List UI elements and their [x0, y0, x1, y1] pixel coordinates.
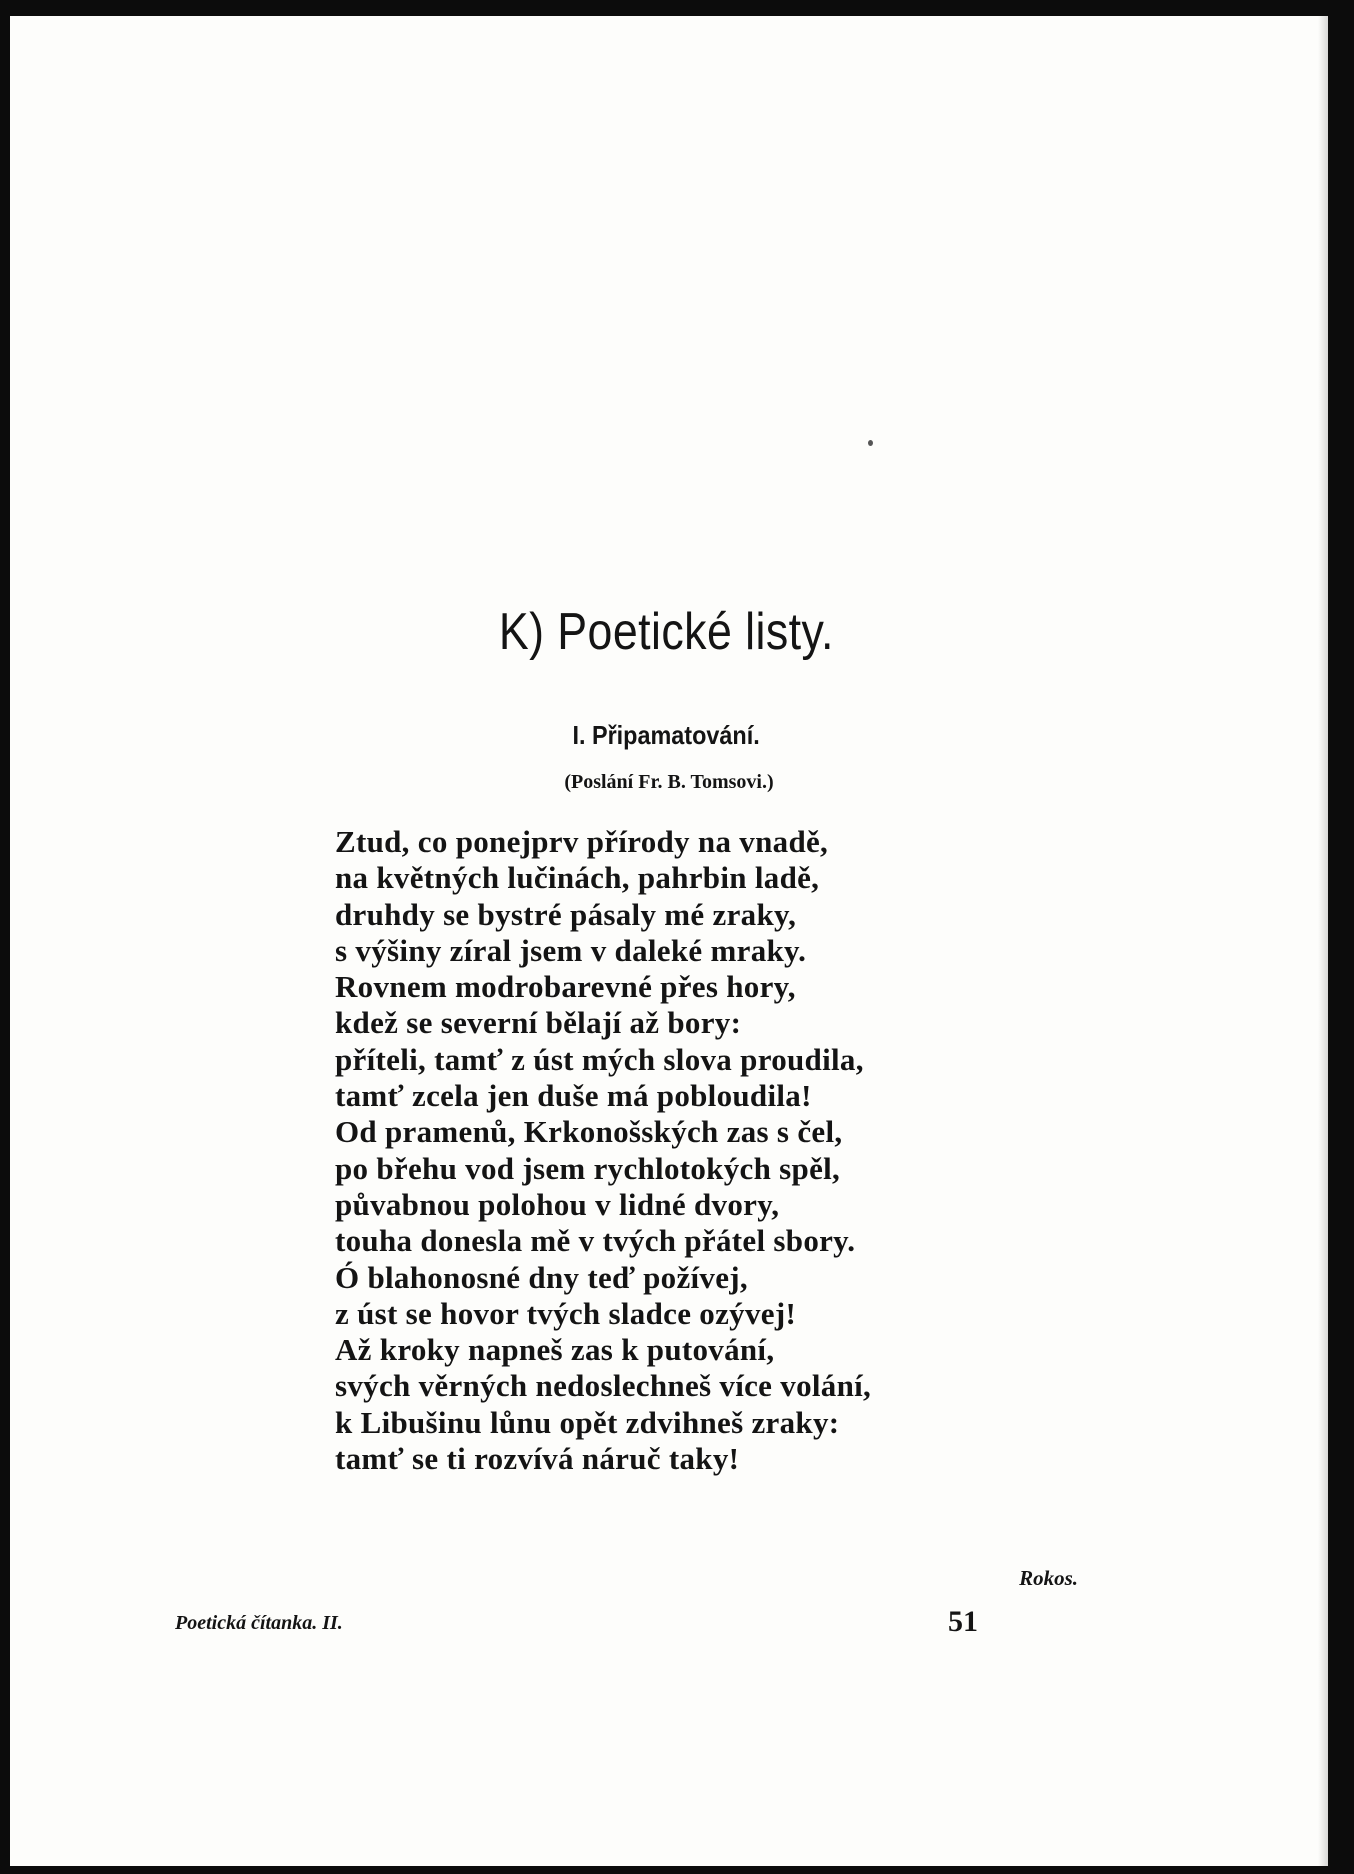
poem-line: svých věrných nedoslechneš více volání,: [335, 1368, 872, 1404]
poem-line: Až kroky napneš zas k putování,: [335, 1332, 775, 1368]
poem-line: po břehu vod jsem rychlotokých spěl,: [335, 1150, 841, 1186]
section-title: K) Poetické listy.: [498, 603, 834, 661]
poem-line: kdež se severní bělají až bory:: [335, 1005, 742, 1041]
poem-title: I. Připamatování.: [572, 720, 760, 750]
page-edge-shadow: [1318, 16, 1328, 1866]
poem-line: druhdy se bystré pásaly mé zraky,: [335, 896, 797, 932]
poem-text: [335, 824, 871, 1477]
poem-line: Ztud, co ponejprv přírody na vnadě,: [335, 824, 829, 859]
poem-line: tamť se ti rozvívá náruč taky!: [335, 1441, 740, 1477]
poem-line: půvabnou polohou v lidné dvory,: [335, 1186, 780, 1222]
poem-line: tamť zcela jen duše má pobloudila!: [335, 1078, 812, 1114]
book-page: [10, 16, 1328, 1866]
poem-line: z úst se hovor tvých sladce ozývej!: [335, 1295, 797, 1331]
poem-author: Rokos.: [1019, 1566, 1078, 1590]
page-number: 51: [948, 1605, 978, 1638]
poem-line: Ó blahonosné dny teď požívej,: [335, 1259, 748, 1295]
poem-dedication: (Poslání Fr. B. Tomsovi.): [564, 771, 774, 793]
paper-speck: [868, 440, 873, 446]
poem-line: Rovnem modrobarevné přes hory,: [335, 969, 796, 1005]
poem-line: na květných lučinách, pahrbin ladě,: [335, 860, 820, 896]
poem-line: touha donesla mě v tvých přátel sbory.: [335, 1223, 856, 1259]
poem-line: příteli, tamť z úst mých slova proudila,: [335, 1041, 864, 1077]
poem-line: s výšiny zíral jsem v daleké mraky.: [335, 932, 807, 968]
poem-line: Od pramenů, Krkonošských zas s čel,: [335, 1114, 843, 1150]
poem-line: k Libušinu lůnu opět zdvihneš zraky:: [335, 1404, 840, 1440]
book-title-footer: Poetická čítanka. II.: [175, 1612, 343, 1634]
